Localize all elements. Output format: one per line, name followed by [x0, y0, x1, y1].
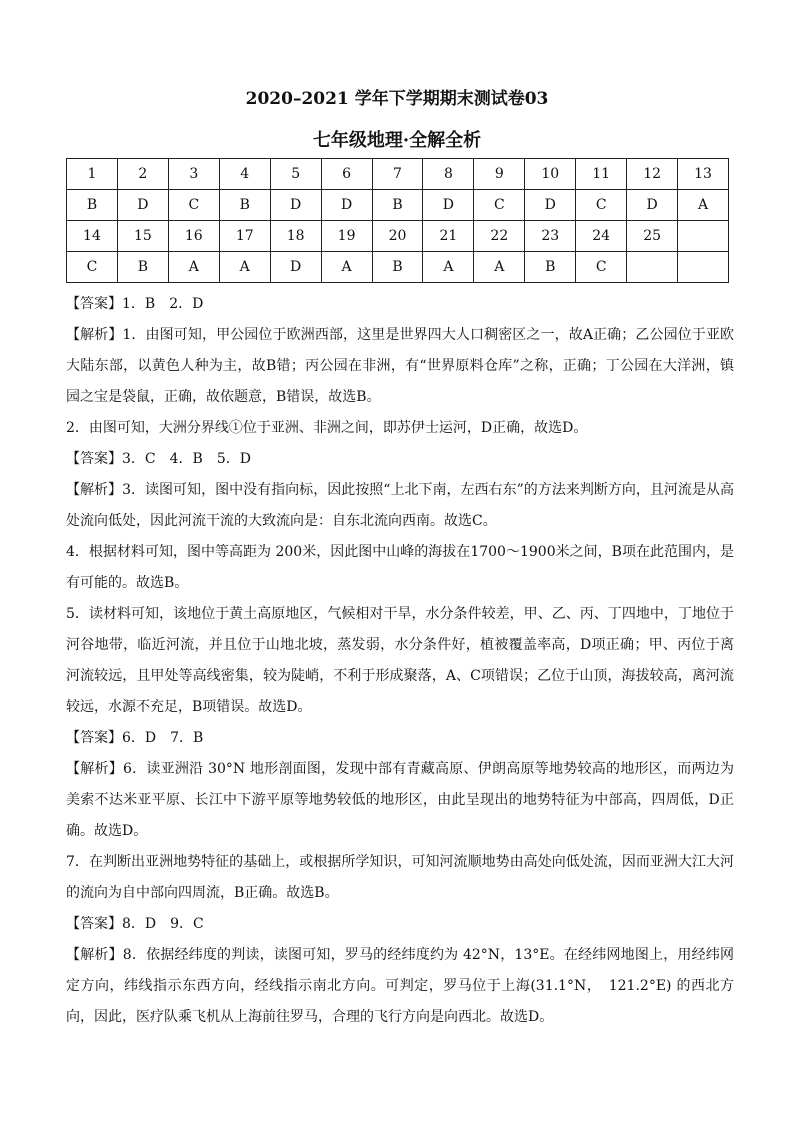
table-cell: A — [678, 190, 729, 221]
table-cell: B — [117, 252, 168, 283]
page-subtitle: 七年级地理·全解全析 — [312, 130, 482, 151]
table-cell: D — [627, 190, 678, 221]
table-row — [67, 221, 729, 252]
table-cell: 14 — [67, 221, 118, 252]
table-cell: 7 — [372, 159, 423, 190]
table-cell: 22 — [474, 221, 525, 252]
explanation-paragraph: 【解析】8．依据经纬度的判读，读图可知，罗马的经纬度约为 42°N，13°E。在经纬网地图上，用经纬网定方向，纬线指示东西方向，经线指示南北方向。可判定，罗马位于上海(31.1°N， 121.2°E) 的西北方向，因此，医疗队乘飞机从上海前往罗马，合理的飞行方向是向西北。故选D。 — [66, 947, 734, 1025]
page-title: 2020–2021 学年下学期期末测试卷03 — [245, 89, 549, 109]
answer-table — [66, 158, 729, 283]
explanation-paragraph: 【解析】6．读亚洲沿 30°N 地形剖面图，发现中部有青藏高原、伊朗高原等地势较高的地形区，而两边为美索不达米亚平原、长江中下游平原等地势较低的地形区，由此呈现出的地势特征为中部高，四周低，D正确。故选D。 — [66, 761, 734, 839]
table-row — [67, 190, 729, 221]
table-cell: B — [372, 190, 423, 221]
table-cell: C — [576, 252, 627, 283]
table-cell: 15 — [117, 221, 168, 252]
table-cell: C — [168, 190, 219, 221]
table-cell: 25 — [627, 221, 678, 252]
answer-line: 【答案】8．D 9．C — [66, 916, 204, 932]
table-cell: B — [219, 190, 270, 221]
table-cell: A — [474, 252, 525, 283]
explanation-paragraph: 【解析】3．读图可知，图中没有指向标，因此按照“上北下南，左西右东”的方法来判断方向，且河流是从高处流向低处，因此河流干流的大致流向是：自东北流向西南。故选C。 — [66, 482, 734, 529]
table-cell: 18 — [270, 221, 321, 252]
table-cell: 2 — [117, 159, 168, 190]
table-row — [67, 159, 729, 190]
table-cell: 20 — [372, 221, 423, 252]
answer-explanations — [66, 289, 734, 1033]
table-cell: 21 — [423, 221, 474, 252]
answer-line: 【答案】3．C 4．B 5．D — [66, 451, 251, 467]
table-cell: D — [525, 190, 576, 221]
explanation-paragraph: 2．由图可知，大洲分界线①位于亚洲、非洲之间，即苏伊士运河，D正确，故选D。 — [66, 420, 588, 436]
table-cell: 24 — [576, 221, 627, 252]
table-cell: 9 — [474, 159, 525, 190]
table-cell: A — [168, 252, 219, 283]
table-cell: 8 — [423, 159, 474, 190]
table-cell: B — [67, 190, 118, 221]
explanation-paragraph: 5．读材料可知，该地位于黄土高原地区，气候相对干旱，水分条件较差，甲、乙、丙、丁四地中，丁地位于河谷地带，临近河流，并且位于山地北坡，蒸发弱，水分条件好，植被覆盖率高，D项正确；甲、丙位于离河流较远，且甲处等高线密集，较为陡峭，不利于形成聚落，A、C项错误；乙位于山顶，海拔较高，离河流较远，水源不充足，B项错误。故选D。 — [66, 606, 734, 715]
table-cell: B — [525, 252, 576, 283]
table-cell: 10 — [525, 159, 576, 190]
table-cell: A — [423, 252, 474, 283]
table-cell: 3 — [168, 159, 219, 190]
table-cell: 23 — [525, 221, 576, 252]
table-cell — [627, 252, 678, 283]
table-cell: D — [117, 190, 168, 221]
table-cell: D — [270, 190, 321, 221]
table-cell: A — [321, 252, 372, 283]
table-cell: D — [423, 190, 474, 221]
table-cell: 12 — [627, 159, 678, 190]
table-cell — [678, 252, 729, 283]
table-cell: A — [219, 252, 270, 283]
table-cell — [678, 221, 729, 252]
table-cell: D — [321, 190, 372, 221]
table-cell: 16 — [168, 221, 219, 252]
table-cell: 13 — [678, 159, 729, 190]
explanation-paragraph: 4．根据材料可知，图中等高距为 200米，因此图中山峰的海拔在1700～1900米之间，B项在此范围内，是有可能的。故选B。 — [66, 544, 734, 591]
table-cell: D — [270, 252, 321, 283]
table-cell: C — [474, 190, 525, 221]
answer-line: 【答案】6．D 7．B — [66, 730, 204, 746]
table-cell: B — [372, 252, 423, 283]
table-cell: 1 — [67, 159, 118, 190]
table-cell: C — [576, 190, 627, 221]
explanation-paragraph: 7．在判断出亚洲地势特征的基础上，或根据所学知识，可知河流顺地势由高处向低处流，因而亚洲大江大河的流向为自中部向四周流，B正确。故选B。 — [66, 854, 734, 901]
explanation-paragraph: 【解析】1．由图可知，甲公园位于欧洲西部，这里是世界四大人口稠密区之一，故A正确；乙公园位于亚欧大陆东部，以黄色人种为主，故B错；丙公园在非洲，有“世界原料仓库”之称，正确；丁公园在大洋洲，镇园之宝是袋鼠，正确，故依题意，B错误，故选B。 — [66, 327, 734, 405]
table-cell: C — [67, 252, 118, 283]
table-cell: 6 — [321, 159, 372, 190]
table-cell: 11 — [576, 159, 627, 190]
table-cell: 19 — [321, 221, 372, 252]
table-cell: 4 — [219, 159, 270, 190]
table-row — [67, 252, 729, 283]
answer-line: 【答案】1．B 2．D — [66, 296, 204, 312]
table-cell: 5 — [270, 159, 321, 190]
table-cell: 17 — [219, 221, 270, 252]
